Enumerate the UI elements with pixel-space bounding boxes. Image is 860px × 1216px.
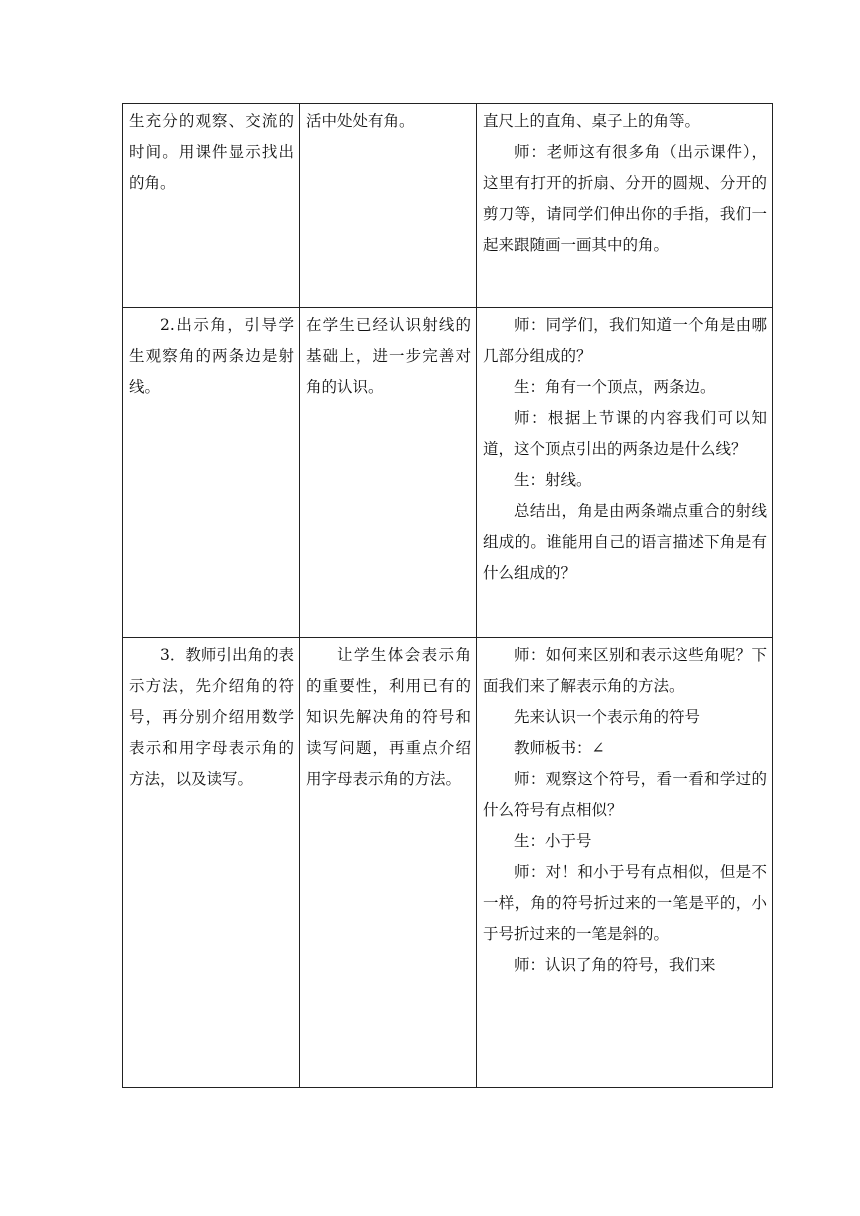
intent-cell	[300, 308, 477, 638]
activity-paragraph: 师：老师这有很多角（出示课件），这里有打开的折扇、分开的圆规、分开的剪刀等，请同学们伸出你的手指，我们一起来跟随画一画其中的角。	[483, 143, 767, 254]
process-cell	[123, 308, 300, 638]
lesson-plan-table	[122, 103, 773, 1088]
activity-paragraph: 师：根据上节课的内容我们可以知道，这个顶点引出的两条边是什么线？	[483, 409, 767, 458]
intent-text: 活中处处有角。	[306, 112, 415, 130]
intent-cell	[300, 104, 477, 308]
activity-paragraph: 生：小于号	[514, 832, 592, 850]
activity-cell	[477, 104, 773, 308]
activity-paragraph: 师：如何来区别和表示这些角呢？下面我们来了解表示角的方法。	[483, 646, 767, 695]
table-row	[123, 638, 773, 1088]
activity-cell	[477, 638, 773, 1088]
process-text: 生充分的观察、交流的时间。用课件显示找出的角。	[129, 112, 294, 192]
activity-paragraph: 生：角有一个顶点，两条边。	[514, 378, 716, 396]
intent-text: 在学生已经认识射线的基础上，进一步完善对角的认识。	[306, 316, 471, 396]
activity-paragraph: 先来认识一个表示角的符号	[514, 708, 701, 726]
activity-paragraph: 生：射线。	[514, 471, 592, 489]
table-row	[123, 104, 773, 308]
activity-paragraph: 教师板书：∠	[514, 739, 605, 757]
activity-paragraph: 师：同学们，我们知道一个角是由哪几部分组成的？	[483, 316, 767, 365]
activity-paragraph: 直尺上的直角、桌子上的角等。	[483, 112, 701, 130]
intent-cell	[300, 638, 477, 1088]
process-text: 2.出示角，引导学生观察角的两条边是射线。	[129, 316, 294, 396]
activity-paragraph: 总结出，角是由两条端点重合的射线组成的。谁能用自己的语言描述下角是有什么组成的？	[483, 502, 767, 582]
process-cell	[123, 638, 300, 1088]
activity-paragraph: 师：观察这个符号，看一看和学过的什么符号有点相似？	[483, 770, 767, 819]
activity-paragraph: 师：对！和小于号有点相似，但是不一样，角的符号折过来的一笔是平的，小于号折过来的一笔是斜的。	[483, 863, 767, 943]
process-text: 3．教师引出角的表示方法，先介绍角的符号，再分别介绍用数学表示和用字母表示角的方法，以及读写。	[129, 646, 294, 788]
intent-text: 让学生体会表示角的重要性，利用已有的知识先解决角的符号和读写问题，再重点介绍用字母表示角的方法。	[306, 646, 471, 788]
activity-paragraph: 师：认识了角的符号，我们来	[514, 956, 716, 974]
activity-cell	[477, 308, 773, 638]
table-row	[123, 308, 773, 638]
process-cell	[123, 104, 300, 308]
